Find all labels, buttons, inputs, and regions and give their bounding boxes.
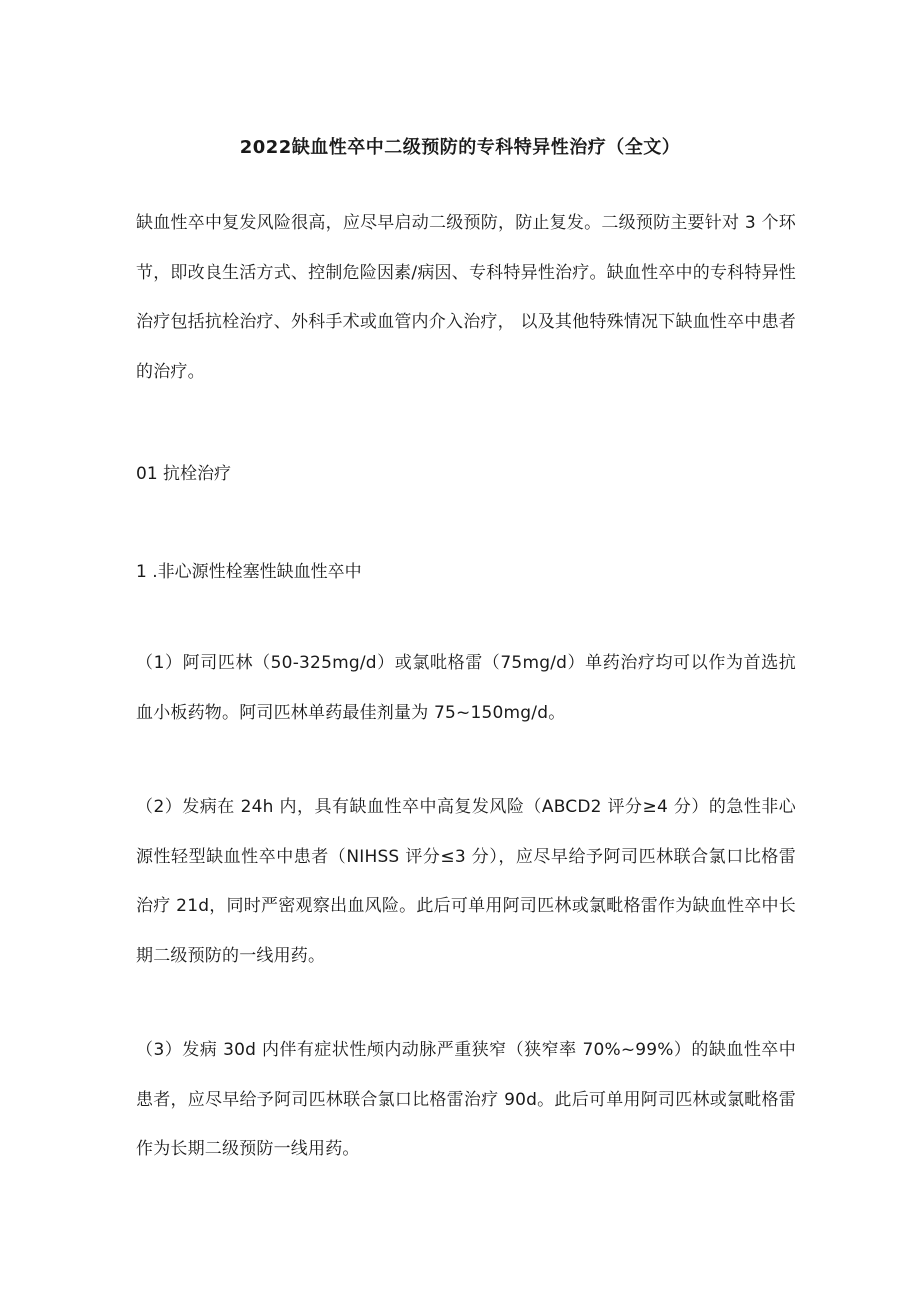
item-paragraph-2: （2）发病在 24h 内，具有缺血性卒中高复发风险（ABCD2 评分≥4 分）的急性非心源性轻型缺血性卒中患者（NIHSS 评分≤3 分），应尽早给予阿司匹林联合氯口比格雷治疗 21d，同时严密观察出血风险。此后可单用阿司匹林或氯毗格雷作为缺血性卒中长期二级预防的一线用药。: [136, 797, 796, 966]
item-paragraph-1: （1）阿司匹林（50-325mg/d）或氯吡格雷（75mg/d）单药治疗均可以作为首选抗血小板药物。阿司匹林单药最佳剂量为 75~150mg/d。: [136, 653, 796, 723]
item-paragraph-3: （3）发病 30d 内伴有症状性颅内动脉严重狭窄（狭窄率 70%~99%）的缺血性卒中患者，应尽早给予阿司匹林联合氯口比格雷治疗 90d。此后可单用阿司匹林或氯毗格雷作为长期二级预防一线用药。: [136, 1040, 796, 1159]
document-title: 2022缺血性卒中二级预防的专科特异性治疗（全文）: [239, 137, 681, 159]
intro-paragraph: 缺血性卒中复发风险很高，应尽早启动二级预防，防止复发。二级预防主要针对 3 个环节，即改良生活方式、控制危险因素/病因、专科特异性治疗。缺血性卒中的专科特异性治疗包括抗栓治疗、外科手术或血管内介入治疗， 以及其他特殊情况下缺血性卒中患者的治疗。: [136, 213, 796, 382]
section-heading: 01 抗栓治疗: [136, 464, 232, 484]
subsection-heading: 1 .非心源性栓塞性缺血性卒中: [136, 562, 362, 582]
